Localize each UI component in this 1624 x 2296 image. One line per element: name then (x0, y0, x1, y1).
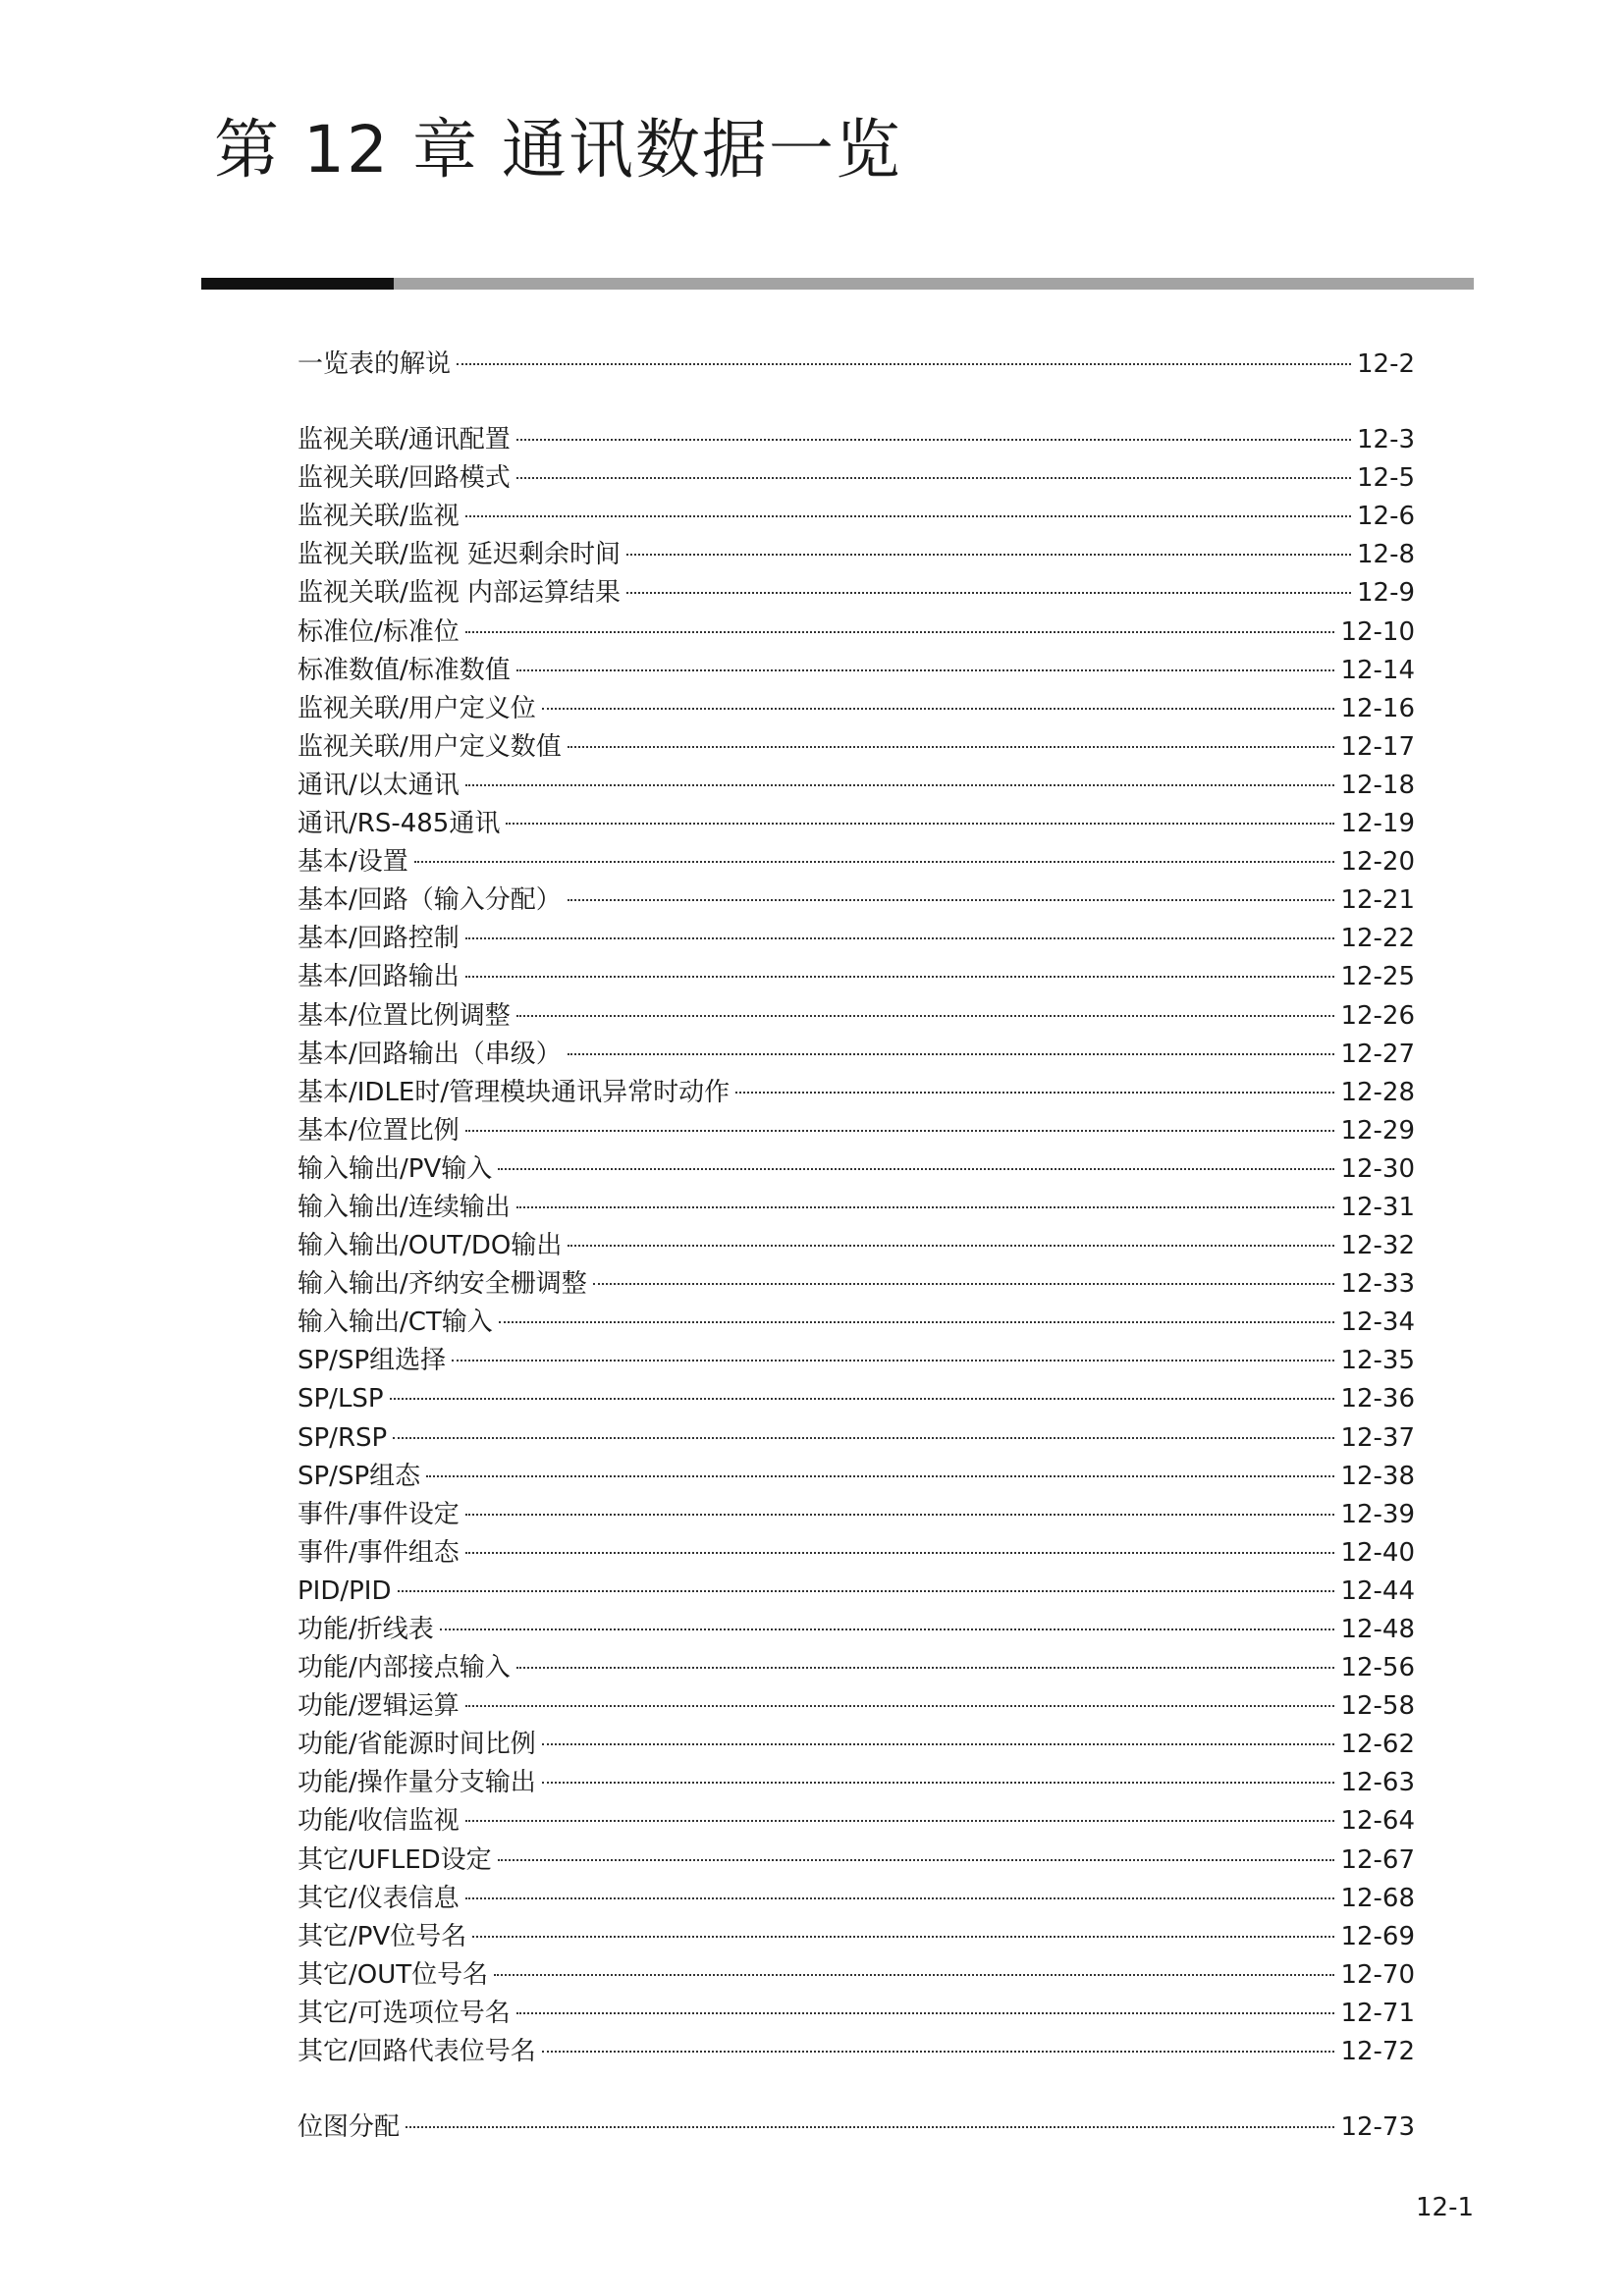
toc-dot-leader (516, 477, 1351, 479)
toc-entry-label: 基本/设置 (298, 847, 408, 878)
toc-entry-label: 监视关联/监视 延迟剩余时间 (298, 540, 622, 570)
toc-dot-leader (465, 937, 1335, 939)
toc-entry-page: 12-9 (1356, 578, 1415, 609)
table-of-contents (298, 346, 1415, 2147)
toc-dot-leader (440, 1629, 1335, 1630)
toc-group (298, 421, 1415, 2071)
toc-entry-label: 功能/省能源时间比例 (298, 1730, 536, 1760)
toc-entry-page: 12-22 (1340, 924, 1415, 954)
toc-entry[interactable] (298, 1112, 1415, 1150)
toc-entry-page: 12-21 (1340, 885, 1415, 916)
toc-entry-label: 事件/事件组态 (298, 1537, 460, 1568)
toc-dot-leader (393, 1437, 1334, 1439)
toc-dot-leader (516, 669, 1335, 671)
toc-entry-page: 12-68 (1340, 1883, 1415, 1913)
toc-entry[interactable] (298, 1380, 1415, 1418)
toc-entry[interactable] (298, 1342, 1415, 1380)
toc-entry-page: 12-58 (1340, 1691, 1415, 1722)
title-rule (201, 278, 1474, 290)
toc-dot-leader (465, 1130, 1335, 1132)
toc-entry[interactable] (298, 498, 1415, 536)
toc-dot-leader (498, 1859, 1335, 1861)
toc-entry-page: 12-38 (1340, 1461, 1415, 1491)
toc-dot-leader (465, 1514, 1335, 1516)
toc-entry[interactable] (298, 1687, 1415, 1726)
toc-entry-page: 12-27 (1340, 1039, 1415, 1069)
toc-dot-leader (516, 2012, 1335, 2014)
toc-entry-label: 其它/回路代表位号名 (298, 2037, 536, 2067)
toc-entry-page: 12-62 (1340, 1730, 1415, 1760)
toc-entry[interactable] (298, 1918, 1415, 1956)
chapter-title: 第 12 章 通讯数据一览 (214, 112, 902, 187)
toc-entry[interactable] (298, 843, 1415, 881)
toc-entry-page: 12-6 (1356, 502, 1415, 532)
toc-entry-label: 其它/UFLED设定 (298, 1844, 492, 1875)
toc-entry-page: 12-56 (1340, 1653, 1415, 1683)
toc-entry-label: PID/PID (298, 1575, 392, 1606)
toc-entry-label: 功能/折线表 (298, 1615, 434, 1644)
toc-entry[interactable] (298, 1842, 1415, 1880)
toc-entry-label: 一览表的解说 (298, 349, 452, 379)
toc-dot-leader (390, 1398, 1335, 1400)
toc-entry[interactable] (298, 346, 1415, 384)
toc-dot-leader (542, 2051, 1335, 2053)
toc-entry-label: 功能/操作量分支输出 (298, 1768, 536, 1798)
toc-dot-leader (465, 631, 1335, 633)
toc-entry[interactable] (298, 421, 1415, 459)
toc-entry-label: 位图分配 (298, 2112, 401, 2143)
toc-entry-page: 12-17 (1340, 731, 1415, 762)
toc-entry-label: 输入输出/OUT/DO输出 (298, 1231, 563, 1261)
toc-entry-label: 基本/回路（输入分配） (298, 885, 562, 916)
toc-dot-leader (568, 746, 1335, 748)
toc-dot-leader (398, 1590, 1335, 1592)
toc-dot-leader (506, 823, 1334, 825)
toc-entry-page: 12-26 (1340, 1000, 1415, 1031)
toc-entry[interactable] (298, 1995, 1415, 2033)
toc-dot-leader (626, 554, 1351, 556)
toc-dot-leader (516, 1206, 1335, 1208)
toc-entry-page: 12-14 (1340, 655, 1415, 685)
toc-entry-page: 12-29 (1340, 1115, 1415, 1146)
toc-entry-page: 12-64 (1340, 1806, 1415, 1837)
toc-entry-label: 其它/仪表信息 (298, 1883, 460, 1913)
toc-dot-leader (542, 1782, 1335, 1784)
toc-entry[interactable] (298, 1496, 1415, 1534)
toc-entry[interactable] (298, 1419, 1415, 1458)
toc-dot-leader (465, 1552, 1335, 1554)
toc-entry-label: 输入输出/连续输出 (298, 1192, 511, 1222)
toc-entry[interactable] (298, 459, 1415, 498)
toc-entry[interactable] (298, 1726, 1415, 1764)
toc-entry-page: 12-18 (1340, 770, 1415, 800)
toc-entry-label: 功能/逻辑运算 (298, 1691, 460, 1722)
toc-entry-label: 功能/收信监视 (298, 1806, 460, 1837)
toc-entry-page: 12-31 (1340, 1192, 1415, 1222)
toc-entry-label: 标准位/标准位 (298, 616, 460, 647)
toc-entry[interactable] (298, 574, 1415, 613)
toc-entry[interactable] (298, 690, 1415, 728)
toc-dot-leader (499, 1321, 1335, 1323)
toc-entry-page: 12-2 (1356, 349, 1415, 379)
toc-entry-page: 12-34 (1340, 1308, 1415, 1338)
toc-entry-page: 12-30 (1340, 1153, 1415, 1184)
toc-entry[interactable] (298, 652, 1415, 690)
toc-dot-leader (465, 515, 1351, 517)
toc-entry-label: SP/SP组态 (298, 1461, 421, 1491)
toc-entry-page: 12-5 (1356, 463, 1415, 494)
toc-entry-label: 监视关联/监视 (298, 502, 460, 532)
toc-entry[interactable] (298, 1304, 1415, 1342)
toc-dot-leader (465, 1820, 1335, 1822)
title-rule-dark-segment (201, 278, 394, 290)
toc-entry-label: 基本/回路输出（串级） (298, 1039, 562, 1069)
toc-entry[interactable] (298, 1036, 1415, 1074)
toc-entry-label: SP/LSP (298, 1384, 384, 1415)
toc-entry-label: 通讯/以太通讯 (298, 770, 460, 800)
toc-dot-leader (516, 1015, 1335, 1017)
toc-entry[interactable] (298, 958, 1415, 996)
toc-entry-page: 12-37 (1340, 1422, 1415, 1453)
toc-entry[interactable] (298, 1265, 1415, 1304)
toc-entry[interactable] (298, 920, 1415, 958)
toc-entry-page: 12-36 (1340, 1384, 1415, 1415)
toc-entry-page: 12-63 (1340, 1768, 1415, 1798)
toc-dot-leader (465, 976, 1335, 978)
toc-entry-page: 12-33 (1340, 1269, 1415, 1300)
toc-dot-leader (542, 1743, 1335, 1745)
toc-entry-label: 其它/PV位号名 (298, 1921, 467, 1951)
toc-entry-page: 12-32 (1340, 1231, 1415, 1261)
toc-entry-label: 基本/IDLE时/管理模块通讯异常时动作 (298, 1077, 731, 1107)
toc-entry-label: 基本/位置比例 (298, 1115, 460, 1146)
toc-entry-page: 12-39 (1340, 1499, 1415, 1529)
toc-entry-page: 12-16 (1340, 693, 1415, 723)
toc-entry[interactable] (298, 1802, 1415, 1841)
page-number: 12-1 (1415, 2193, 1474, 2222)
toc-entry[interactable] (298, 997, 1415, 1036)
toc-entry-page: 12-28 (1340, 1077, 1415, 1107)
toc-dot-leader (465, 1897, 1335, 1899)
toc-dot-leader (465, 784, 1335, 786)
toc-group (298, 346, 1415, 384)
toc-entry[interactable] (298, 728, 1415, 767)
toc-entry-label: 通讯/RS-485通讯 (298, 809, 501, 839)
toc-entry-label: 基本/位置比例调整 (298, 1000, 511, 1031)
toc-dot-leader (414, 861, 1335, 863)
toc-entry-label: 监视关联/用户定义位 (298, 693, 536, 723)
toc-dot-leader (452, 1360, 1334, 1362)
toc-entry[interactable] (298, 1074, 1415, 1112)
toc-entry[interactable] (298, 1573, 1415, 1611)
toc-entry-page: 12-71 (1340, 1998, 1415, 2028)
toc-entry-label: 监视关联/用户定义数值 (298, 731, 562, 762)
toc-entry-label: 监视关联/监视 内部运算结果 (298, 578, 622, 609)
toc-entry-label: 其它/OUT位号名 (298, 1959, 489, 1990)
toc-entry-label: SP/RSP (298, 1422, 388, 1453)
toc-entry[interactable] (298, 767, 1415, 805)
toc-entry[interactable] (298, 1458, 1415, 1496)
toc-entry-label: 监视关联/通讯配置 (298, 425, 511, 455)
toc-entry-label: SP/SP组选择 (298, 1346, 447, 1376)
toc-entry-label: 功能/内部接点输入 (298, 1653, 511, 1683)
toc-entry-page: 12-20 (1340, 847, 1415, 878)
toc-entry[interactable] (298, 2033, 1415, 2071)
toc-dot-leader (568, 1245, 1334, 1247)
toc-dot-leader (465, 1705, 1335, 1707)
toc-dot-leader (542, 708, 1335, 710)
toc-entry[interactable] (298, 1649, 1415, 1687)
toc-dot-leader (457, 363, 1351, 365)
toc-entry-page: 12-67 (1340, 1844, 1415, 1875)
toc-entry[interactable] (298, 1880, 1415, 1918)
toc-entry[interactable] (298, 1956, 1415, 1995)
toc-entry-page: 12-19 (1340, 809, 1415, 839)
toc-dot-leader (593, 1283, 1335, 1285)
toc-entry-label: 基本/回路控制 (298, 924, 460, 954)
toc-entry-label: 基本/回路输出 (298, 962, 460, 992)
toc-entry-label: 输入输出/齐纳安全栅调整 (298, 1269, 587, 1300)
toc-entry[interactable] (298, 1227, 1415, 1265)
toc-entry[interactable] (298, 805, 1415, 843)
toc-group (298, 2109, 1415, 2147)
toc-entry-page: 12-40 (1340, 1537, 1415, 1568)
toc-entry-page: 12-10 (1340, 616, 1415, 647)
toc-entry-label: 其它/可选项位号名 (298, 1998, 511, 2028)
toc-dot-leader (516, 1667, 1335, 1669)
toc-entry-page: 12-35 (1340, 1346, 1415, 1376)
toc-entry-page: 12-3 (1356, 425, 1415, 455)
toc-entry-label: 输入输出/PV输入 (298, 1153, 493, 1184)
toc-entry[interactable] (298, 1764, 1415, 1802)
toc-dot-leader (568, 899, 1335, 901)
toc-entry-page: 12-69 (1340, 1921, 1415, 1951)
title-rule-gray-segment (394, 278, 1474, 290)
toc-entry[interactable] (298, 614, 1415, 652)
toc-entry-label: 事件/事件设定 (298, 1499, 460, 1529)
toc-dot-leader (516, 439, 1351, 441)
toc-dot-leader (406, 2126, 1334, 2128)
toc-entry[interactable] (298, 536, 1415, 574)
toc-entry[interactable] (298, 2109, 1415, 2147)
toc-entry[interactable] (298, 1611, 1415, 1649)
toc-entry-label: 监视关联/回路模式 (298, 463, 511, 494)
toc-entry-page: 12-8 (1356, 540, 1415, 570)
toc-entry-page: 12-48 (1340, 1615, 1415, 1644)
toc-dot-leader (426, 1475, 1334, 1477)
toc-dot-leader (494, 1974, 1334, 1976)
toc-entry-label: 输入输出/CT输入 (298, 1308, 493, 1338)
toc-dot-leader (568, 1053, 1335, 1055)
toc-entry-page: 12-44 (1340, 1575, 1415, 1606)
toc-dot-leader (626, 592, 1351, 594)
toc-dot-leader (498, 1168, 1334, 1170)
toc-entry-page: 12-73 (1340, 2112, 1415, 2143)
toc-entry[interactable] (298, 1189, 1415, 1227)
toc-entry-page: 12-72 (1340, 2037, 1415, 2067)
toc-entry[interactable] (298, 1150, 1415, 1189)
toc-dot-leader (472, 1936, 1334, 1938)
toc-entry[interactable] (298, 881, 1415, 920)
toc-dot-leader (735, 1092, 1334, 1094)
toc-entry-page: 12-25 (1340, 962, 1415, 992)
toc-entry[interactable] (298, 1534, 1415, 1573)
toc-entry-page: 12-70 (1340, 1959, 1415, 1990)
toc-entry-label: 标准数值/标准数值 (298, 655, 511, 685)
